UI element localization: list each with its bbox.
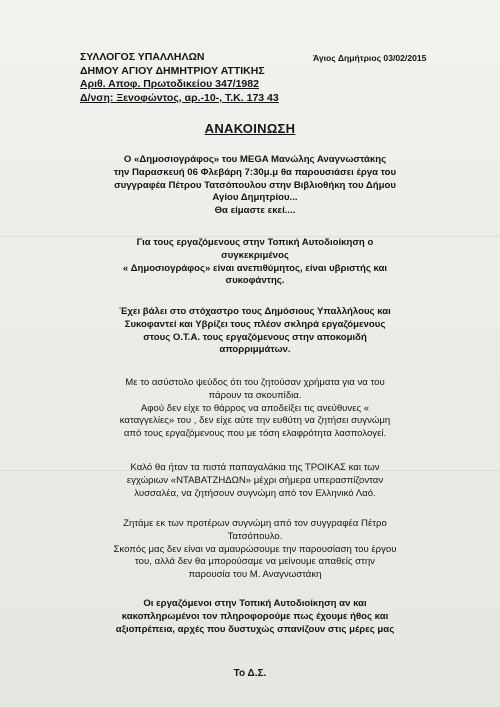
text-line: Θα είμαστε εκεί.... <box>214 205 296 217</box>
address: Δ/νση: Ξενοφώντος, αρ.-10-, Τ.Κ. 173 43 <box>80 91 279 104</box>
text-line: απορριμμάτων. <box>219 344 291 356</box>
paragraph-apology <box>60 518 450 582</box>
text-line: στους Ο.Τ.Α. τους εργαζόμενους στην αποκομιδή <box>143 331 367 343</box>
text-line: παρουσία του Μ. Αναγνωστάκη <box>188 569 322 581</box>
text-line: Ζητάμε εκ των προτέρων συγνώμη από τον συγγραφέα Πέτρο <box>123 518 387 529</box>
text-line: από τους εργαζόμενους που με τόση ελαφρότητα λασπολογεί. <box>123 428 387 440</box>
signature: Το Δ.Σ. <box>233 668 267 679</box>
text-line: Σκοπός μας δεν είναι να αμαυρώσουμε την παρουσίαση του έργου <box>113 543 397 555</box>
paragraph-announcement <box>60 154 450 218</box>
paragraph-unwanted <box>60 237 450 288</box>
text-line: Οι εργαζόμενοι στην Τοπική Αυτοδιοίκηση αν και <box>143 598 367 609</box>
text-line: Αγίου Δημητρίου... <box>212 192 298 204</box>
text-line: εγχώριων «ΝΤΑΒΑΤΖΗΔΩΝ» μέχρι σήμερα υπερασπίζονταν <box>126 474 384 486</box>
letterhead <box>80 51 279 105</box>
text-line: καταγγελίες» του , δεν είχε αύτε την ευθύτη να ζητήσει συγνώμη <box>119 415 391 427</box>
document-title: ΑΝΑΚΟΙΝΩΣΗ <box>204 121 296 136</box>
text-line: πάρουν τα σκουπίδια. <box>208 389 302 401</box>
text-line: Συκοφαντεί και Υβρίζει τους πλέον σκληρά εργαζόμενους <box>124 318 386 330</box>
text-line: συκοφάντης. <box>225 275 285 287</box>
text-line: την Παρασκευή 06 Φλεβάρη 7:30μ.μ θα παρουσιάσει έργα του <box>113 166 397 178</box>
text-line: Αφού δεν είχε το θάρρος να αποδείξει τις ανεύθυνες « <box>140 402 370 414</box>
paragraph-lie <box>60 377 450 441</box>
text-line: Έχει βάλει στο στόχαστρο τους Δημόσιους Υπαλλήλους και <box>119 306 391 317</box>
text-line: κακοπληρωμένοι τον πληροφορούμε πως έχουμε ήθος και <box>121 610 389 622</box>
text-line: συγκεκριμένος <box>221 249 289 261</box>
text-line: « Δημοσιογράφος» είναι ανεπιθύμητος, είναι υβριστής και <box>122 262 388 274</box>
paragraph-target <box>60 306 450 357</box>
text-line: Ο «Δημοσιογράφος» του MEGA Μανώλης Αναγνωστάκης <box>123 154 387 165</box>
text-line: Καλό θα ήταν τα πιστά παπαγαλάκια της ΤΡΟΙΚΑΣ και των <box>130 462 380 473</box>
paragraph-troika <box>60 462 450 500</box>
court-decision-number: Αριθ. Αποφ. Πρωτοδικείου 347/1982 <box>80 78 259 90</box>
union-name: ΣΥΛΛΟΓΟΣ ΥΠΑΛΛΗΛΩΝ <box>80 51 205 63</box>
place-date: Άγιος Δημήτριος 03/02/2015 <box>313 53 427 63</box>
text-line: Για τους εργαζόμενους στην Τοπική Αυτοδιοίκηση ο <box>136 237 374 248</box>
municipality-name: ΔΗΜΟΥ ΑΓΙΟΥ ΔΗΜΗΤΡΙΟΥ ΑΤΤΙΚΗΣ <box>80 64 265 77</box>
paragraph-dignity <box>60 598 450 636</box>
text-line: Με το ασύστολο ψεύδος ότι του ζητούσαν χρήματα για να του <box>125 377 385 388</box>
text-line: Τατσόπουλο. <box>227 530 283 542</box>
text-line: λυσσαλέα, να ζητήσουν συγνώμη από τον Ελληνικό Λαό. <box>134 487 376 499</box>
text-line: του, αλλά δεν θα μπορούσαμε να μείνουμε απαθείς στην <box>135 556 375 568</box>
text-line: αξιοπρέπεια, αρχές που δυστυχώς σπανίζουν στις μέρες μας <box>115 623 395 635</box>
text-line: συγγραφέα Πέτρου Τατσόπουλου στην Βιβλιοθήκη του Δήμου <box>114 179 396 191</box>
